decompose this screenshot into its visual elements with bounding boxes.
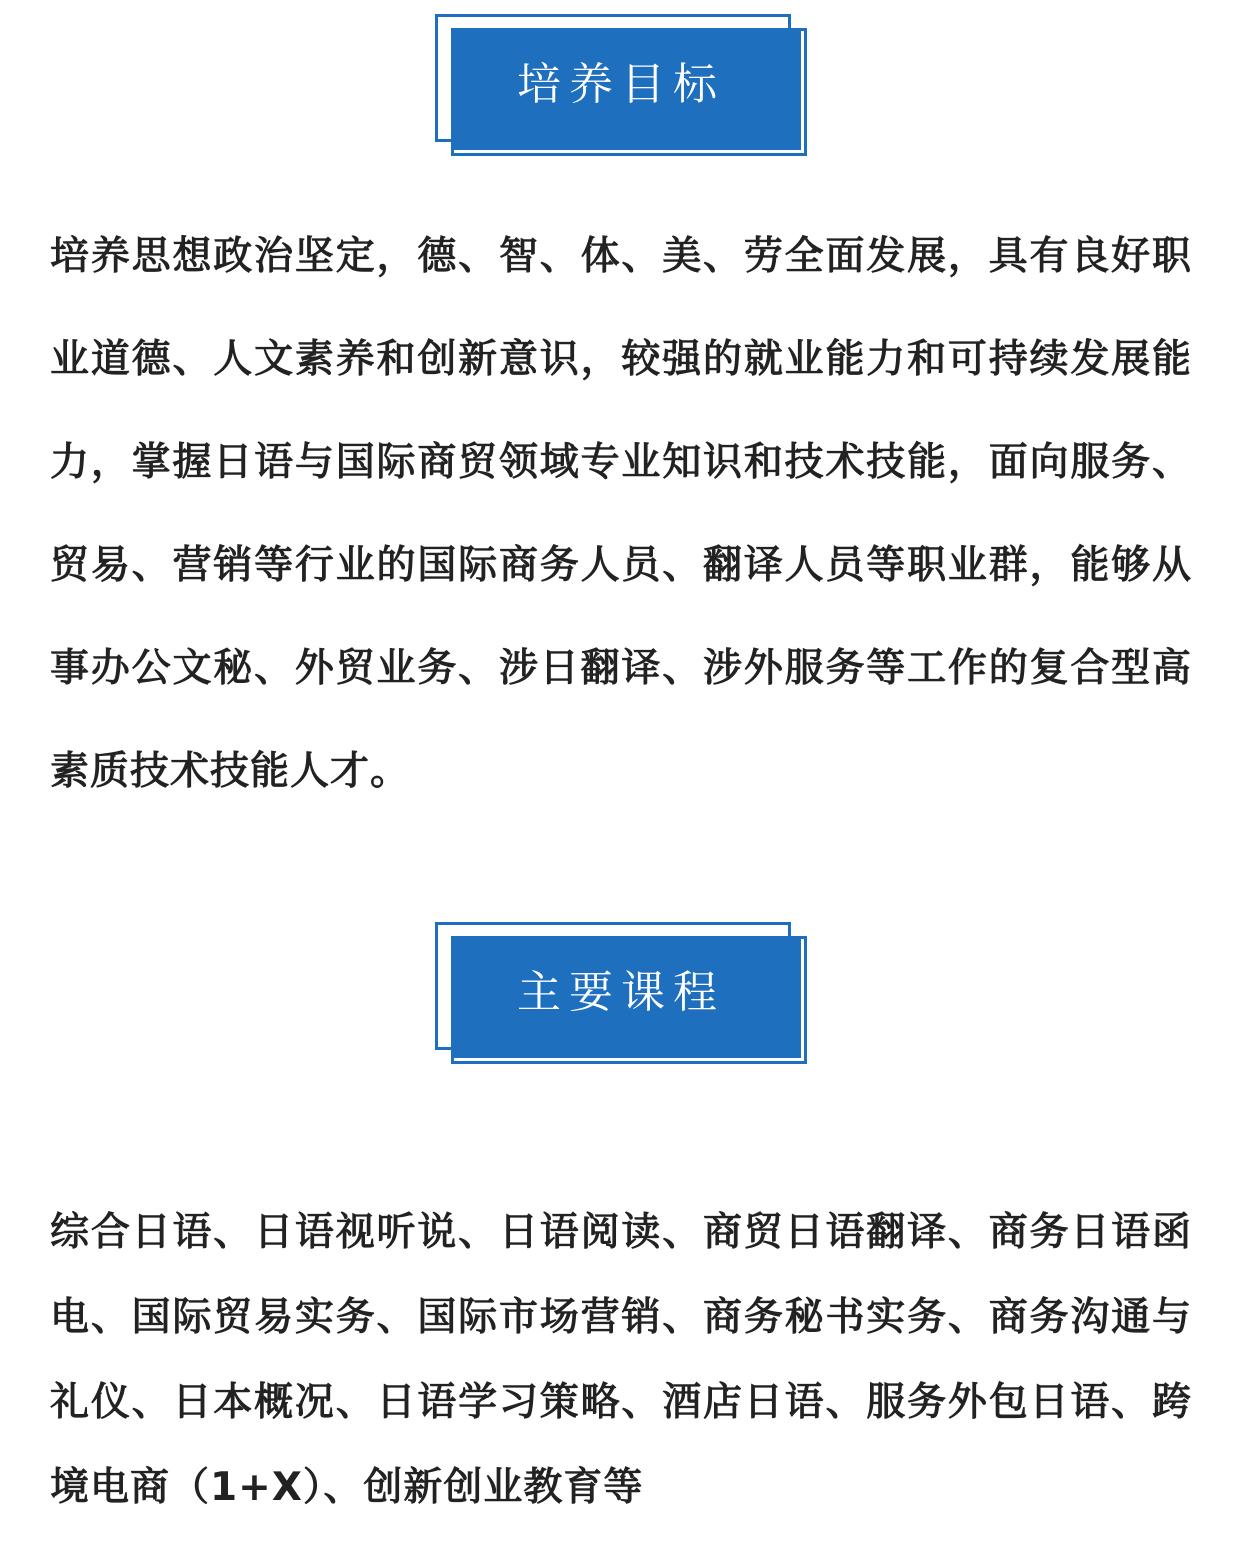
section-heading-training-goals bbox=[435, 14, 807, 156]
heading-label: 主要课程 bbox=[517, 967, 725, 1018]
heading-label: 培养目标 bbox=[517, 59, 725, 110]
section-heading-main-courses bbox=[435, 922, 807, 1064]
main-courses-paragraph: 综合日语、日语视听说、日语阅读、商贸日语翻译、商务日语函电、国际贸易实务、国际市场营销、商务秘书实务、商务沟通与礼仪、日本概况、日语学习策略、酒店日语、服务外包日语、跨境电商（1+X）、创新创业教育等 bbox=[50, 1210, 1192, 1510]
training-goals-paragraph: 培养思想政治坚定，德、智、体、美、劳全面发展，具有良好职业道德、人文素养和创新意识，较强的就业能力和可持续发展能力，掌握日语与国际商贸领域专业知识和技术技能，面向服务、贸易、营销等行业的国际商务人员、翻译人员等职业群，能够从事办公文秘、外贸业务、涉日翻译、涉外服务等工作的复合型高素质技术技能人才。 bbox=[50, 234, 1192, 794]
